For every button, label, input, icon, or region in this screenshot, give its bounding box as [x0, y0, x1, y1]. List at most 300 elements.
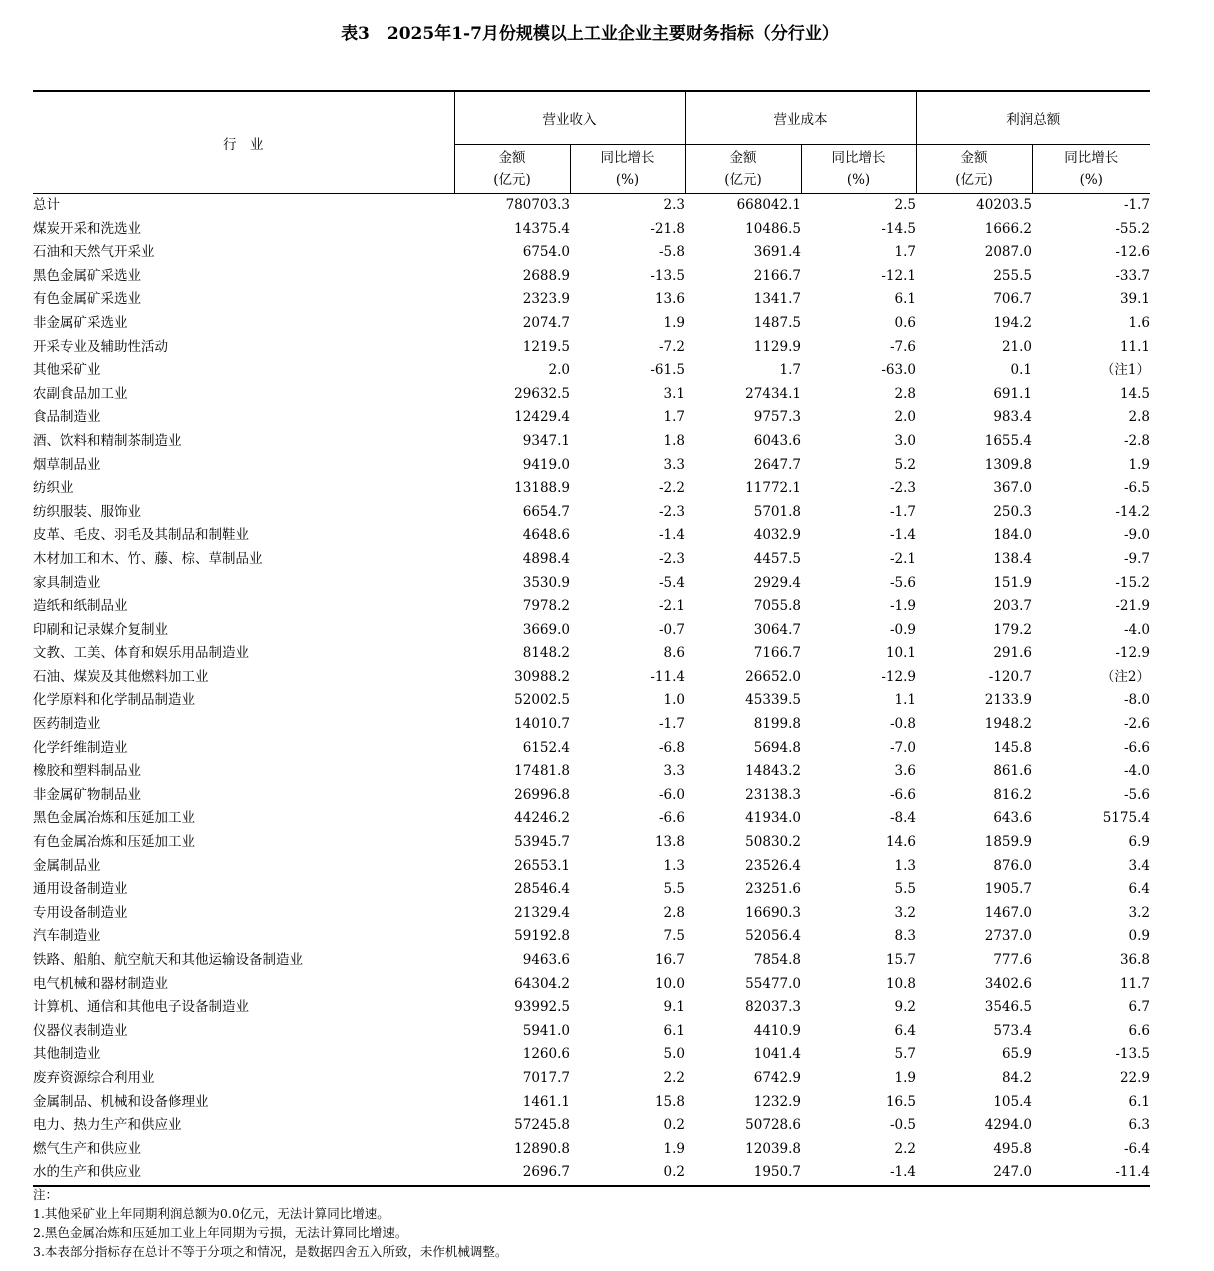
- table-row: [33, 855, 1150, 879]
- cell-c1: 8148.2: [522, 645, 570, 662]
- cell-c3: 23526.4: [745, 857, 801, 874]
- industry-name: 金属制品业: [33, 857, 101, 874]
- industry-name: 电力、热力生产和供应业: [33, 1117, 182, 1134]
- cell-c3: 45339.5: [745, 692, 801, 709]
- cell-c2: 0.2: [570, 1161, 685, 1186]
- cell-c6: 11.1: [1119, 338, 1150, 355]
- cell-c5: 184.0: [993, 527, 1032, 544]
- table-row: [33, 1091, 1150, 1115]
- table-row: [33, 288, 1150, 312]
- cell-c6: -2.8: [1123, 432, 1150, 449]
- cell-c6: -15.2: [1115, 574, 1150, 591]
- cell-c6: 6.7: [1128, 999, 1150, 1016]
- cell-c2: 2.8: [663, 904, 685, 921]
- cell-c4: 15.7: [885, 952, 916, 968]
- cell-c6: -5.6: [1123, 786, 1150, 803]
- cell-c5: 247.0: [916, 1161, 1032, 1186]
- cell-c5: 65.9: [1001, 1046, 1032, 1063]
- cell-c3: 7854.8: [753, 952, 801, 968]
- table-body: [33, 194, 1150, 1186]
- cell-c5: 3402.6: [984, 975, 1032, 992]
- cell-c3: 7055.8: [753, 598, 801, 615]
- industry-name: 化学原料和化学制品制造业: [33, 692, 195, 709]
- industry-name: 废弃资源综合利用业: [33, 1069, 155, 1086]
- header-industry: 行 业: [33, 91, 454, 194]
- cell-c6: -21.9: [1115, 598, 1150, 615]
- cell-c4: 1.7: [894, 244, 916, 261]
- cell-c2: -2.2: [658, 480, 685, 497]
- cell-c4: 3.6: [894, 763, 916, 780]
- industry-name: 医药制造业: [33, 716, 101, 733]
- cell-c3: 3691.4: [753, 244, 801, 261]
- cell-c5: 876.0: [993, 857, 1032, 874]
- table-row: [33, 1161, 1150, 1186]
- table-row: [33, 784, 1150, 808]
- cell-c5: 3546.5: [984, 999, 1032, 1016]
- cell-c2: 1.7: [663, 409, 685, 426]
- cell-c3: 11772.1: [745, 480, 801, 497]
- cell-c1: 1219.5: [522, 338, 570, 355]
- industry-name: 纺织业: [33, 480, 74, 497]
- cell-c2: -1.7: [658, 716, 685, 733]
- cell-c3: 1041.4: [753, 1046, 801, 1063]
- cell-c6: -4.0: [1123, 621, 1150, 638]
- cell-c3: 1487.5: [753, 314, 801, 331]
- table-row: [33, 878, 1150, 902]
- cell-c2: -11.4: [650, 668, 685, 685]
- cell-c1: 12429.4: [514, 409, 570, 426]
- cell-c6: （注1）: [1100, 362, 1150, 379]
- cell-c4: -12.1: [881, 267, 916, 284]
- cell-c6: -13.5: [1115, 1046, 1150, 1063]
- cell-c4: -63.0: [881, 362, 916, 379]
- table-row: [33, 454, 1150, 478]
- header-cost-amount: 金额 (亿元): [685, 145, 801, 194]
- cell-c3: 9757.3: [753, 409, 801, 426]
- cell-c1: 29632.5: [514, 385, 570, 402]
- table-row: [33, 1138, 1150, 1162]
- footnote-2: 2.黑色金属冶炼和压延加工业上年同期为亏损，无法计算同比增速。: [33, 1225, 408, 1240]
- cell-c2: 0.2: [663, 1117, 685, 1134]
- cell-c1: 28546.4: [514, 881, 570, 898]
- industry-name: 农副食品加工业: [33, 385, 128, 402]
- cell-c2: -6.0: [658, 786, 685, 803]
- cell-c2: 5.5: [663, 881, 685, 898]
- cell-c4: -2.3: [889, 480, 916, 497]
- cell-c6: 6.3: [1128, 1117, 1150, 1134]
- cell-c4: -0.8: [889, 716, 916, 733]
- cell-c3: 14843.2: [745, 763, 801, 780]
- table-row: [33, 949, 1150, 973]
- industry-name: 木材加工和木、竹、藤、棕、草制品业: [33, 550, 263, 567]
- cell-c4: 1.9: [894, 1069, 916, 1086]
- cell-c4: 9.2: [894, 999, 916, 1016]
- industry-name: 纺织服装、服饰业: [33, 503, 141, 520]
- cell-c2: 1.9: [663, 1140, 685, 1157]
- cell-c1: 9463.6: [522, 952, 570, 968]
- cell-c5: 691.1: [993, 385, 1032, 402]
- cell-c6: 14.5: [1119, 385, 1150, 402]
- cell-c6: -4.0: [1123, 763, 1150, 780]
- cell-c1: 26996.8: [514, 786, 570, 803]
- cell-c5: 1948.2: [984, 716, 1032, 733]
- cell-c1: 12890.8: [514, 1140, 570, 1157]
- table-row: [33, 1043, 1150, 1067]
- cell-c4: 6.4: [894, 1022, 916, 1039]
- cell-c6: -6.6: [1123, 739, 1150, 756]
- cell-c1: 57245.8: [514, 1117, 570, 1134]
- cell-c6: -12.6: [1115, 244, 1150, 261]
- cell-c2: 9.1: [663, 999, 685, 1016]
- cell-c6: -2.6: [1123, 716, 1150, 733]
- header-profit: 利润总额: [916, 91, 1150, 145]
- cell-c5: 151.9: [993, 574, 1032, 591]
- industry-name: 印刷和记录媒介复制业: [33, 621, 168, 638]
- cell-c2: 7.5: [663, 928, 685, 945]
- table-row: [33, 501, 1150, 525]
- cell-c3: 7166.7: [753, 645, 801, 662]
- cell-c3: 4457.5: [753, 550, 801, 567]
- cell-c1: 9419.0: [522, 456, 570, 473]
- cell-c4: -7.0: [889, 739, 916, 756]
- cell-c4: 16.5: [885, 1093, 916, 1110]
- industry-name: 橡胶和塑料制品业: [33, 763, 141, 780]
- cell-c6: 36.8: [1119, 952, 1150, 968]
- cell-c2: 3.3: [663, 763, 685, 780]
- table-row: [33, 996, 1150, 1020]
- cell-c4: -7.6: [889, 338, 916, 355]
- cell-c2: -2.3: [658, 503, 685, 520]
- cell-c3: 12039.8: [745, 1140, 801, 1157]
- cell-c4: 5.2: [894, 456, 916, 473]
- cell-c3: 10486.5: [745, 220, 801, 237]
- cell-c2: -5.8: [658, 244, 685, 261]
- industry-name: 烟草制品业: [33, 456, 101, 473]
- header-cost: 营业成本: [685, 91, 916, 145]
- industry-name: 非金属矿物制品业: [33, 786, 141, 803]
- cell-c4: 8.3: [894, 928, 916, 945]
- industry-name: 皮革、毛皮、羽毛及其制品和制鞋业: [33, 527, 249, 544]
- industry-name: 化学纤维制造业: [33, 739, 128, 756]
- cell-c3: 668042.1: [736, 197, 801, 213]
- table-title: 表3 2025年1-7月份规模以上工业企业主要财务指标（分行业）: [341, 24, 839, 44]
- cell-c1: 7017.7: [522, 1069, 570, 1086]
- cell-c1: 1461.1: [522, 1093, 570, 1110]
- cell-c2: 13.6: [654, 291, 685, 308]
- cell-c4: 2.0: [894, 409, 916, 426]
- industry-name: 电气机械和器材制造业: [33, 975, 168, 992]
- table-row: [33, 241, 1150, 265]
- cell-c6: 6.1: [1128, 1093, 1150, 1110]
- cell-c2: 1.3: [663, 857, 685, 874]
- cell-c5: 138.4: [993, 550, 1032, 567]
- table-row: [33, 925, 1150, 949]
- cell-c2: -6.6: [658, 810, 685, 827]
- table-row: [33, 902, 1150, 926]
- table-row: [33, 831, 1150, 855]
- cell-c1: 17481.8: [514, 763, 570, 780]
- cell-c6: 6.4: [1128, 881, 1150, 898]
- header-cost-growth: 同比增长 (%): [801, 145, 916, 194]
- cell-c6: （注2）: [1100, 668, 1150, 685]
- cell-c3: 41934.0: [745, 810, 801, 827]
- cell-c5: 255.5: [993, 267, 1032, 284]
- table-row: [33, 336, 1150, 360]
- cell-c4: 14.6: [885, 834, 916, 851]
- cell-c4: -12.9: [881, 668, 916, 685]
- cell-c2: 3.3: [663, 456, 685, 473]
- cell-c5: 4294.0: [984, 1117, 1032, 1134]
- cell-c3: 1341.7: [753, 291, 801, 308]
- cell-c6: 22.9: [1119, 1069, 1150, 1086]
- industry-name: 造纸和纸制品业: [33, 598, 128, 615]
- cell-c2: 2.3: [663, 197, 685, 213]
- cell-c5: 643.6: [993, 810, 1032, 827]
- cell-c1: 7978.2: [522, 598, 570, 615]
- cell-c6: 11.7: [1119, 975, 1150, 992]
- cell-c4: 10.8: [885, 975, 916, 992]
- cell-c3: 55477.0: [745, 975, 801, 992]
- industry-name: 计算机、通信和其他电子设备制造业: [33, 999, 249, 1016]
- cell-c1: 6152.4: [522, 739, 570, 756]
- cell-c1: 4898.4: [522, 550, 570, 567]
- cell-c4: 3.0: [894, 432, 916, 449]
- cell-c6: 3.2: [1128, 904, 1150, 921]
- cell-c6: 39.1: [1119, 291, 1150, 308]
- cell-c1: 53945.7: [514, 834, 570, 851]
- cell-c4: -14.5: [881, 220, 916, 237]
- table-row: [33, 548, 1150, 572]
- cell-c1: 4648.6: [522, 527, 570, 544]
- cell-c5: 367.0: [993, 480, 1032, 497]
- cell-c3: 82037.3: [745, 999, 801, 1016]
- cell-c3: 52056.4: [745, 928, 801, 945]
- table-row-total: [33, 194, 1150, 218]
- header-revenue-amount: 金额 (亿元): [454, 145, 570, 194]
- cell-c5: 861.6: [993, 763, 1032, 780]
- cell-c3: 16690.3: [745, 904, 801, 921]
- financial-indicators-table: [33, 90, 1150, 1187]
- cell-c6: -8.0: [1123, 692, 1150, 709]
- table-row: [33, 572, 1150, 596]
- cell-c4: -2.1: [889, 550, 916, 567]
- cell-c6: -11.4: [1032, 1161, 1150, 1186]
- cell-c6: -33.7: [1115, 267, 1150, 284]
- cell-c6: 2.8: [1128, 409, 1150, 426]
- cell-c4: -1.7: [889, 503, 916, 520]
- industry-name: 通用设备制造业: [33, 881, 128, 898]
- cell-c5: 291.6: [993, 645, 1032, 662]
- cell-c3: 6742.9: [753, 1069, 801, 1086]
- cell-c2: 5.0: [663, 1046, 685, 1063]
- cell-c1: 14375.4: [514, 220, 570, 237]
- cell-c3: 4410.9: [753, 1022, 801, 1039]
- cell-c5: 983.4: [993, 409, 1032, 426]
- cell-c3: 50728.6: [745, 1117, 801, 1134]
- industry-name: 铁路、船舶、航空航天和其他运输设备制造业: [33, 952, 303, 968]
- cell-c5: 2737.0: [984, 928, 1032, 945]
- cell-c1: 2.0: [548, 362, 570, 379]
- cell-c5: 40203.5: [976, 197, 1032, 213]
- cell-c6: -6.5: [1123, 480, 1150, 497]
- cell-c6: 1.9: [1128, 456, 1150, 473]
- cell-c4: -1.4: [889, 527, 916, 544]
- table-row: [33, 973, 1150, 997]
- table-row: [33, 430, 1150, 454]
- cell-c1: 30988.2: [514, 668, 570, 685]
- table-row: [33, 383, 1150, 407]
- cell-c2: -5.4: [658, 574, 685, 591]
- cell-c1: 64304.2: [514, 975, 570, 992]
- cell-c1: 1260.6: [522, 1046, 570, 1063]
- cell-c5: 1859.9: [984, 834, 1032, 851]
- cell-c5: 816.2: [993, 786, 1032, 803]
- cell-c5: 2133.9: [984, 692, 1032, 709]
- cell-c4: 6.1: [894, 291, 916, 308]
- cell-c1: 14010.7: [514, 716, 570, 733]
- cell-c1: 2688.9: [522, 267, 570, 284]
- cell-c2: -2.1: [658, 598, 685, 615]
- cell-c5: 573.4: [993, 1022, 1032, 1039]
- cell-c5: 1655.4: [984, 432, 1032, 449]
- cell-c2: 3.1: [663, 385, 685, 402]
- cell-c5: 1905.7: [984, 881, 1032, 898]
- cell-c4: 3.2: [894, 904, 916, 921]
- cell-c5: 777.6: [993, 952, 1032, 968]
- cell-c5: 105.4: [993, 1093, 1032, 1110]
- cell-c1: 5941.0: [522, 1022, 570, 1039]
- cell-c4: -6.6: [889, 786, 916, 803]
- cell-c1: 44246.2: [514, 810, 570, 827]
- cell-c6: 1.6: [1128, 314, 1150, 331]
- cell-c2: 15.8: [654, 1093, 685, 1110]
- header-revenue-growth: 同比增长 (%): [570, 145, 685, 194]
- cell-c1: 13188.9: [514, 480, 570, 497]
- cell-c1: 93992.5: [514, 999, 570, 1016]
- footnote-label: 注：: [33, 1187, 59, 1202]
- cell-c6: 5175.4: [1102, 810, 1150, 827]
- industry-name: 黑色金属矿采选业: [33, 267, 141, 284]
- industry-name: 金属制品、机械和设备修理业: [33, 1093, 209, 1110]
- cell-c5: 21.0: [1001, 338, 1032, 355]
- table-row: [33, 666, 1150, 690]
- industry-name: 石油和天然气开采业: [33, 244, 155, 261]
- cell-c5: 0.1: [1010, 362, 1032, 379]
- cell-c2: -1.4: [658, 527, 685, 544]
- header-profit-growth: 同比增长 (%): [1032, 145, 1150, 194]
- cell-c1: 6654.7: [522, 503, 570, 520]
- cell-c2: 8.6: [663, 645, 685, 662]
- cell-c4: 1.3: [894, 857, 916, 874]
- cell-c1: 21329.4: [514, 904, 570, 921]
- cell-c1: 3669.0: [522, 621, 570, 638]
- cell-c4: -1.9: [889, 598, 916, 615]
- cell-c2: 1.8: [663, 432, 685, 449]
- cell-c2: -7.2: [658, 338, 685, 355]
- cell-c1: 52002.5: [514, 692, 570, 709]
- table-row: [33, 807, 1150, 831]
- table-row: [33, 312, 1150, 336]
- cell-c2: 1.9: [663, 314, 685, 331]
- industry-name: 总计: [33, 197, 60, 213]
- table-row: [33, 1067, 1150, 1091]
- industry-name: 专用设备制造业: [33, 904, 128, 921]
- industry-name: 汽车制造业: [33, 928, 101, 945]
- cell-c3: 2166.7: [753, 267, 801, 284]
- cell-c3: 8199.8: [753, 716, 801, 733]
- cell-c1: 2323.9: [522, 291, 570, 308]
- cell-c6: -55.2: [1115, 220, 1150, 237]
- cell-c3: 23138.3: [745, 786, 801, 803]
- cell-c2: 6.1: [663, 1022, 685, 1039]
- cell-c3: 26652.0: [745, 668, 801, 685]
- industry-name: 有色金属矿采选业: [33, 291, 141, 308]
- table-row: [33, 524, 1150, 548]
- cell-c5: -120.7: [988, 668, 1032, 685]
- table-row: [33, 265, 1150, 289]
- table-row: [33, 713, 1150, 737]
- industry-name: 酒、饮料和精制茶制造业: [33, 432, 182, 449]
- footnotes: [33, 1185, 507, 1261]
- header-revenue: 营业收入: [454, 91, 685, 145]
- table-row: [33, 1020, 1150, 1044]
- table-row: [33, 218, 1150, 242]
- cell-c4: 2.2: [894, 1140, 916, 1157]
- cell-c3: 1950.7: [685, 1161, 801, 1186]
- industry-name: 家具制造业: [33, 574, 101, 591]
- cell-c3: 3064.7: [753, 621, 801, 638]
- cell-c5: 2087.0: [984, 244, 1032, 261]
- industry-name: 黑色金属冶炼和压延加工业: [33, 810, 195, 827]
- cell-c6: 6.6: [1128, 1022, 1150, 1039]
- table-row: [33, 359, 1150, 383]
- cell-c2: 1.0: [663, 692, 685, 709]
- cell-c6: -9.7: [1123, 550, 1150, 567]
- industry-name: 其他采矿业: [33, 362, 101, 379]
- cell-c1: 59192.8: [514, 928, 570, 945]
- cell-c2: -0.7: [658, 621, 685, 638]
- cell-c1: 26553.1: [514, 857, 570, 874]
- industry-name: 煤炭开采和洗选业: [33, 220, 141, 237]
- table-row: [33, 406, 1150, 430]
- cell-c4: -0.9: [889, 621, 916, 638]
- cell-c3: 2647.7: [753, 456, 801, 473]
- cell-c1: 780703.3: [505, 197, 570, 213]
- industry-name: 开采专业及辅助性活动: [33, 338, 168, 355]
- cell-c3: 2929.4: [753, 574, 801, 591]
- cell-c2: 13.8: [654, 834, 685, 851]
- cell-c3: 1129.9: [753, 338, 801, 355]
- cell-c1: 2696.7: [454, 1161, 570, 1186]
- cell-c1: 3530.9: [522, 574, 570, 591]
- cell-c2: 10.0: [654, 975, 685, 992]
- cell-c6: -14.2: [1115, 503, 1150, 520]
- cell-c1: 6754.0: [522, 244, 570, 261]
- cell-c5: 1467.0: [984, 904, 1032, 921]
- industry-name: 石油、煤炭及其他燃料加工业: [33, 668, 209, 685]
- cell-c2: 2.2: [663, 1069, 685, 1086]
- industry-name: 其他制造业: [33, 1046, 101, 1063]
- industry-name: 仪器仪表制造业: [33, 1022, 128, 1039]
- cell-c2: -2.3: [658, 550, 685, 567]
- table-row: [33, 737, 1150, 761]
- industry-name: 文教、工美、体育和娱乐用品制造业: [33, 645, 249, 662]
- cell-c5: 706.7: [993, 291, 1032, 308]
- cell-c4: -0.5: [889, 1117, 916, 1134]
- cell-c3: 27434.1: [745, 385, 801, 402]
- cell-c3: 23251.6: [745, 881, 801, 898]
- cell-c3: 50830.2: [745, 834, 801, 851]
